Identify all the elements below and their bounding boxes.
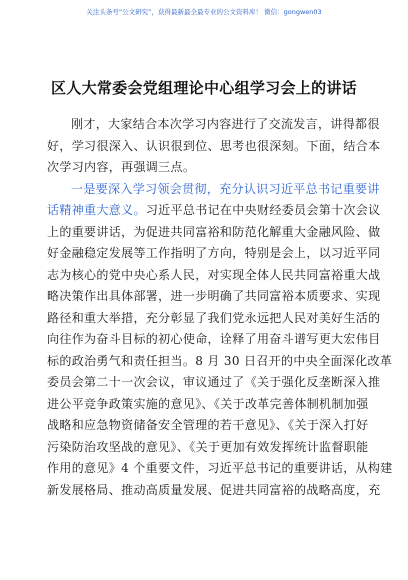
text-line xyxy=(47,179,380,201)
paragraph-text: 委员会第二十一次会议，审议通过了《关于强化反垄断深入推 xyxy=(47,375,381,389)
highlighted-heading-text: 话精神重大意义。 xyxy=(47,203,146,217)
promo-banner[interactable]: 关注头条号“公文研究”，获得最新最全最专业的公文资料库！ 微信：gongwen03 xyxy=(86,8,322,16)
document-body xyxy=(47,114,393,501)
paragraph-text: 次学习内容，再强调三点。 xyxy=(47,160,196,174)
paragraph-text: 进公平竞争政策实施的意见》、《关于改革完善体制机制加强 xyxy=(47,396,369,411)
paragraph-text: 好，学习很深入、认识很到位、思考也很深刻。下面，结合本 xyxy=(47,138,381,153)
paragraph-text: 刚才，大家结合本次学习内容进行了交流发言，讲得都很 xyxy=(71,117,380,131)
paragraph-text: 污染防治攻坚战的意见》、《关于更加有效发挥统计监督职能 xyxy=(47,439,369,454)
paragraph-text: 向往作为奋斗目标的初心使命，诠释了用奋斗谱写更大宏伟目 xyxy=(47,332,381,346)
text-line xyxy=(47,308,381,330)
text-line xyxy=(47,415,369,437)
paragraph-text: 好金融稳定发展等工作指明了方向，特别是会上，以习近平同 xyxy=(47,246,381,260)
document-title: 区人大常委会党组理论中心组学习会上的讲话 xyxy=(50,79,357,97)
text-line xyxy=(47,243,381,265)
text-line xyxy=(47,222,381,244)
text-line xyxy=(47,437,369,459)
text-line xyxy=(47,458,393,480)
text-line xyxy=(47,114,380,136)
text-line xyxy=(47,480,381,502)
paragraph-text: 略决策作出具体部署，进一步明确了共同富裕本质要求、实现 xyxy=(47,289,381,303)
text-line xyxy=(47,372,381,394)
paragraph-text: 志为核心的党中央心系人民，对实现全体人民共同富裕重大战 xyxy=(47,267,381,282)
text-line xyxy=(47,265,381,287)
paragraph-text: 战略和应急物资储备安全管理的若干意见》、《关于深入打好 xyxy=(47,418,369,432)
paragraph-text: 习近平总书记在中央财经委员会第十次会议 xyxy=(145,203,381,217)
paragraph-text: 新发展格局、推动高质量发展、促进共同富裕的战略高度，充 xyxy=(47,482,381,497)
paragraph-text: 标的政治勇气和责任担当。8 月 30 日召开的中央全面深化改革 xyxy=(47,353,393,368)
text-line xyxy=(47,329,381,351)
text-line xyxy=(47,200,381,222)
paragraph-text: 上的重要讲话，为促进共同富裕和防范化解重大金融风险、做 xyxy=(47,224,381,239)
text-line xyxy=(47,286,381,308)
text-line xyxy=(47,157,359,179)
text-line xyxy=(47,136,381,158)
text-line xyxy=(47,351,393,373)
paragraph-text: 路径和重大举措，充分彰显了我们党永远把人民对美好生活的 xyxy=(47,310,381,325)
text-line xyxy=(47,394,369,416)
highlighted-heading-text: 一是要深入学习领会贯彻，充分认识习近平总书记重要讲 xyxy=(71,181,380,196)
paragraph-text: 作用的意见》4 个重要文件，习近平总书记的重要讲话，从构建 xyxy=(47,461,393,475)
